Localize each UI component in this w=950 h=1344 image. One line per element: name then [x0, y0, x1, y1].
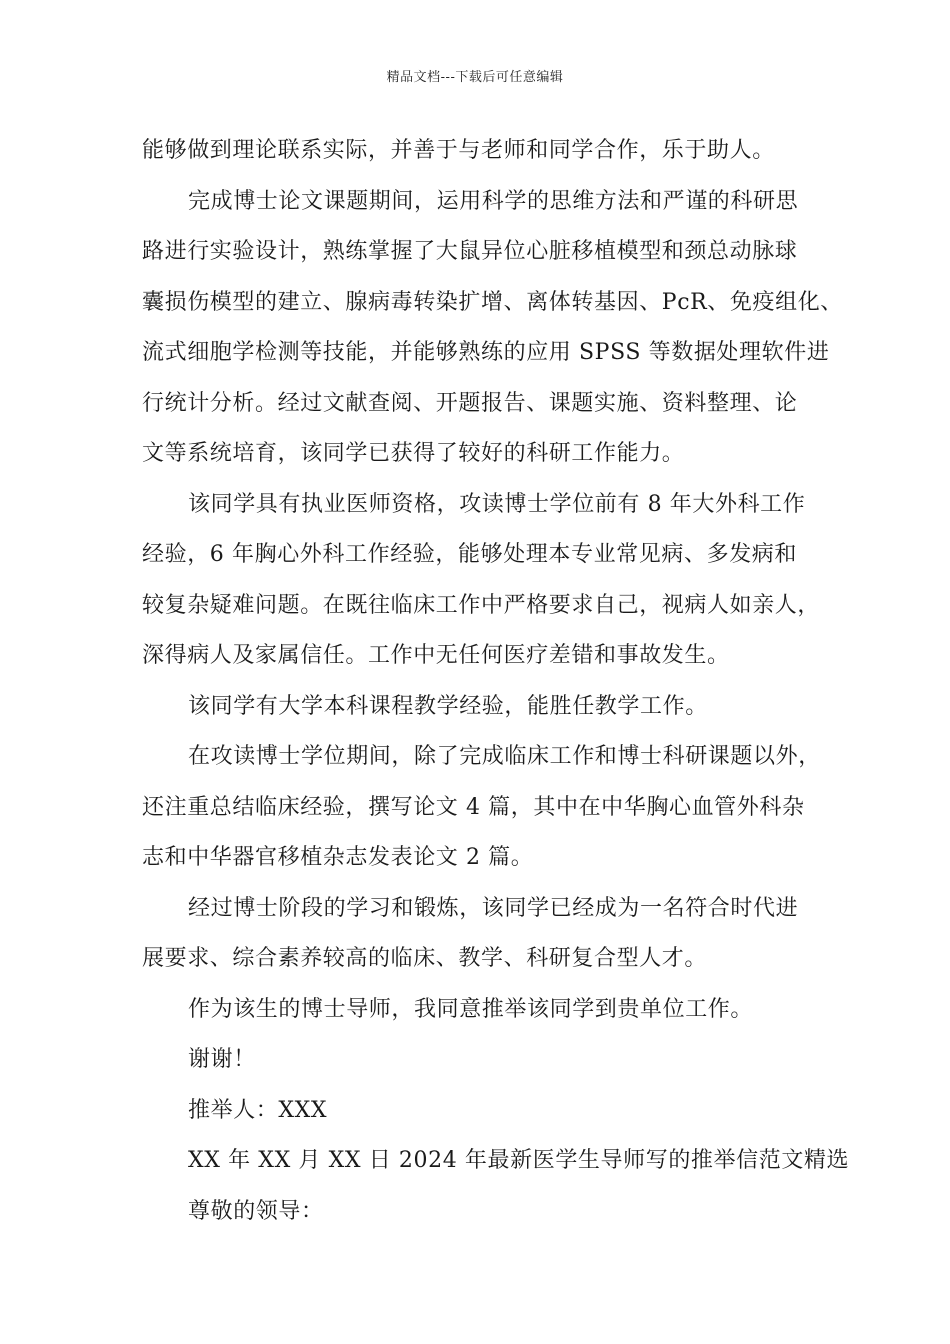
text-line: 推举人：XXX: [188, 1097, 328, 1123]
page-header: 精品文档---下载后可任意编辑: [386, 70, 564, 85]
text-line: 尊敬的领导：: [188, 1198, 324, 1224]
text-line: 囊损伤模型的建立、腺病毒转染扩增、离体转基因、PcR、免疫组化、: [142, 289, 843, 315]
text-line: 该同学有大学本科课程教学经验，能胜任教学工作。: [188, 693, 708, 719]
text-line: 志和中华器官移植杂志发表论文 2 篇。: [142, 845, 534, 870]
text-line: 较复杂疑难问题。在既往临床工作中严格要求自己，视病人如亲人，: [142, 592, 821, 618]
text-line: 能够做到理论联系实际，并善于与老师和同学合作，乐于助人。: [142, 138, 775, 163]
text-line: 谢谢！: [188, 1047, 256, 1072]
text-line: 深得病人及家属信任。工作中无任何医疗差错和事故发生。: [142, 643, 730, 668]
text-line: 流式细胞学检测等技能，并能够熟练的应用 SPSS 等数据处理软件进: [142, 340, 830, 365]
text-line: 文等系统培育，该同学已获得了较好的科研工作能力。: [142, 441, 685, 466]
text-line: 在攻读博士学位期间，除了完成临床工作和博士科研课题以外，: [188, 744, 821, 769]
text-line: 路进行实验设计，熟练掌握了大鼠异位心脏移植模型和颈总动脉球: [142, 239, 798, 264]
text-line: 展要求、综合素养较高的临床、教学、科研复合型人才。: [142, 946, 708, 971]
text-line: 行统计分析。经过文献查阅、开题报告、课题实施、资料整理、论: [142, 390, 798, 416]
text-line: XX 年 XX 月 XX 日 2024 年最新医学生导师写的推举信范文精选: [188, 1148, 850, 1173]
text-line: 该同学具有执业医师资格，攻读博士学位前有 8 年大外科工作: [188, 491, 806, 517]
text-line: 还注重总结临床经验，撰写论文 4 篇，其中在中华胸心血管外科杂: [142, 794, 805, 820]
text-line: 经验，6 年胸心外科工作经验，能够处理本专业常见病、多发病和: [142, 542, 797, 567]
text-line: 完成博士论文课题期间，运用科学的思维方法和严谨的科研思: [188, 188, 799, 214]
document-body: [142, 126, 850, 1237]
text-line: 经过博士阶段的学习和锻炼，该同学已经成为一名符合时代进: [188, 895, 799, 921]
text-line: 作为该生的博士导师，我同意推举该同学到贵单位工作。: [188, 996, 754, 1022]
